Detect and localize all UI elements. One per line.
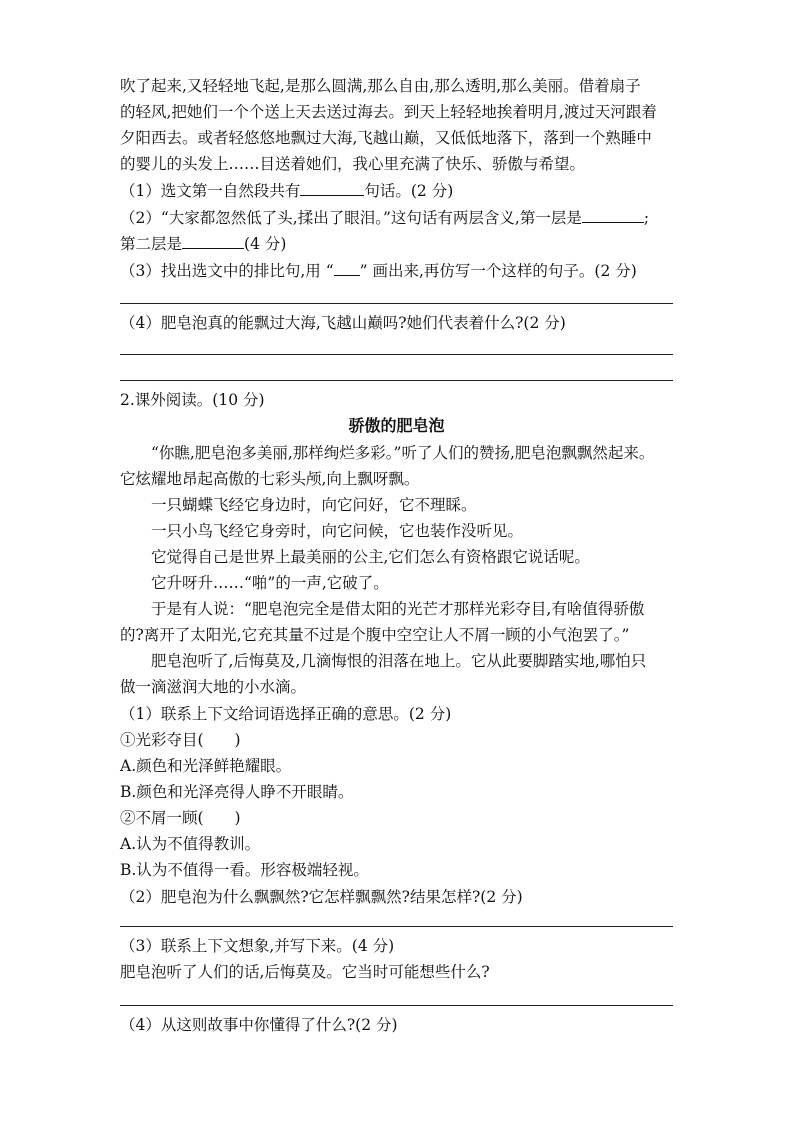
question-3-tail: ” 画出来,再仿写一个这样的句子。(2 分) [359,262,637,280]
question-1 [120,178,680,204]
question-s2-3: （3）联系上下文想象,并写下来。(4 分) [120,937,395,955]
story-paragraph: 它升呀升……“啪”的一声,它破了。 [151,574,389,592]
question-s2-1: （1）联系上下文给词语选择正确的意思。(2 分) [120,705,452,723]
story-paragraph: 一只蝴蝶飞经它身边时，向它问好，它不理睬。 [151,496,477,514]
story-paragraph: 肥皂泡听了,后悔莫及,几滴悔恨的泪落在地上。它从此要脚踏实地,哪怕只 [151,652,647,670]
answer-blank[interactable] [182,234,244,249]
question-s2-2: （2）肥皂泡为什么飘飘然?它怎样飘飘然?结果怎样?(2 分) [120,888,523,906]
option-a: A.认为不值得教训。 [120,835,261,853]
story-paragraph: 的?离开了太阳光,它充其量不过是个腹中空空让人不屑一顾的小气泡罢了。” [120,626,630,644]
question-2-line-2 [120,231,680,257]
story-paragraph: 一只小鸟飞经它身旁时，向它问候，它也装作没听见。 [151,522,524,540]
story-paragraph: “你瞧,肥皂泡多美丽,那样绚烂多彩。”听了人们的赞扬,肥皂泡飘飘然起来。 [151,444,655,462]
question-2-text: （2）“大家都忽然低了头,揉出了眼泪。”这句话有两层含义,第一层是 [120,209,582,227]
passage-line-2: 的轻风,把她们一个个送上天去送过海去。到天上轻轻地挨着明月,渡过天河跟着 [120,103,657,121]
story-paragraph: 它炫耀地昂起高傲的七彩头颅,向上飘呀飘。 [120,470,420,488]
story-title: 骄傲的肥皂泡 [348,416,445,435]
answer-line[interactable] [120,303,673,304]
answer-line[interactable] [120,1005,673,1006]
passage-line-3: 夕阳西去。或者轻悠悠地飘过大海,飞越山巅，又低低地落下，落到一个熟睡中 [120,129,652,147]
section-heading: 2.课外阅读。(10 分) [120,391,265,409]
question-3-text: （3）找出选文中的排比句,用 “ [120,262,334,280]
answer-line[interactable] [120,354,673,355]
question-s2-3-prompt: 肥皂泡听了人们的话,后悔莫及。它当时可能想些什么? [120,963,490,981]
question-2-score: (4 分) [244,235,287,253]
passage-line-4: 的婴儿的头发上……目送着她们，我心里充满了快乐、骄傲与希望。 [120,155,586,173]
underline-mark [334,261,360,276]
story-paragraph: 于是有人说：“肥皂泡完全是借太阳的光芒才那样光彩夺目,有啥值得骄傲 [151,600,645,618]
answer-line[interactable] [120,380,673,381]
option-b: B.认为不值得一看。形容极端轻视。 [120,861,369,879]
answer-line[interactable] [120,926,673,927]
answer-blank[interactable] [300,181,364,196]
option-b: B.颜色和光泽亮得人睁不开眼睛。 [120,783,354,801]
question-s2-4: （4）从这则故事中你懂得了什么?(2 分) [120,1016,398,1034]
vocab-item-2: ②不屑一顾( ) [120,809,241,827]
question-2-line-1 [120,205,680,231]
answer-blank[interactable] [582,208,644,223]
question-2-label: 第二层是 [120,235,183,253]
passage-line-1: 吹了起来,又轻轻地飞起,是那么圆满,那么自由,那么透明,那么美丽。借着扇子 [120,77,641,95]
question-4: （4）肥皂泡真的能飘过大海,飞越山巅吗?她们代表着什么?(2 分) [120,314,566,332]
option-a: A.颜色和光泽鲜艳耀眼。 [120,757,292,775]
question-1-score: 句话。(2 分) [364,182,454,200]
story-paragraph: 它觉得自己是世界上最美丽的公主,它们怎么有资格跟它说话呢。 [151,548,590,566]
question-2-sep: ; [643,209,650,227]
story-paragraph: 做一滴滋润大地的小水滴。 [120,678,307,696]
vocab-item-1: ①光彩夺目( ) [120,731,241,749]
question-3 [120,258,680,284]
question-1-text: （1）选文第一自然段共有 [120,182,301,200]
